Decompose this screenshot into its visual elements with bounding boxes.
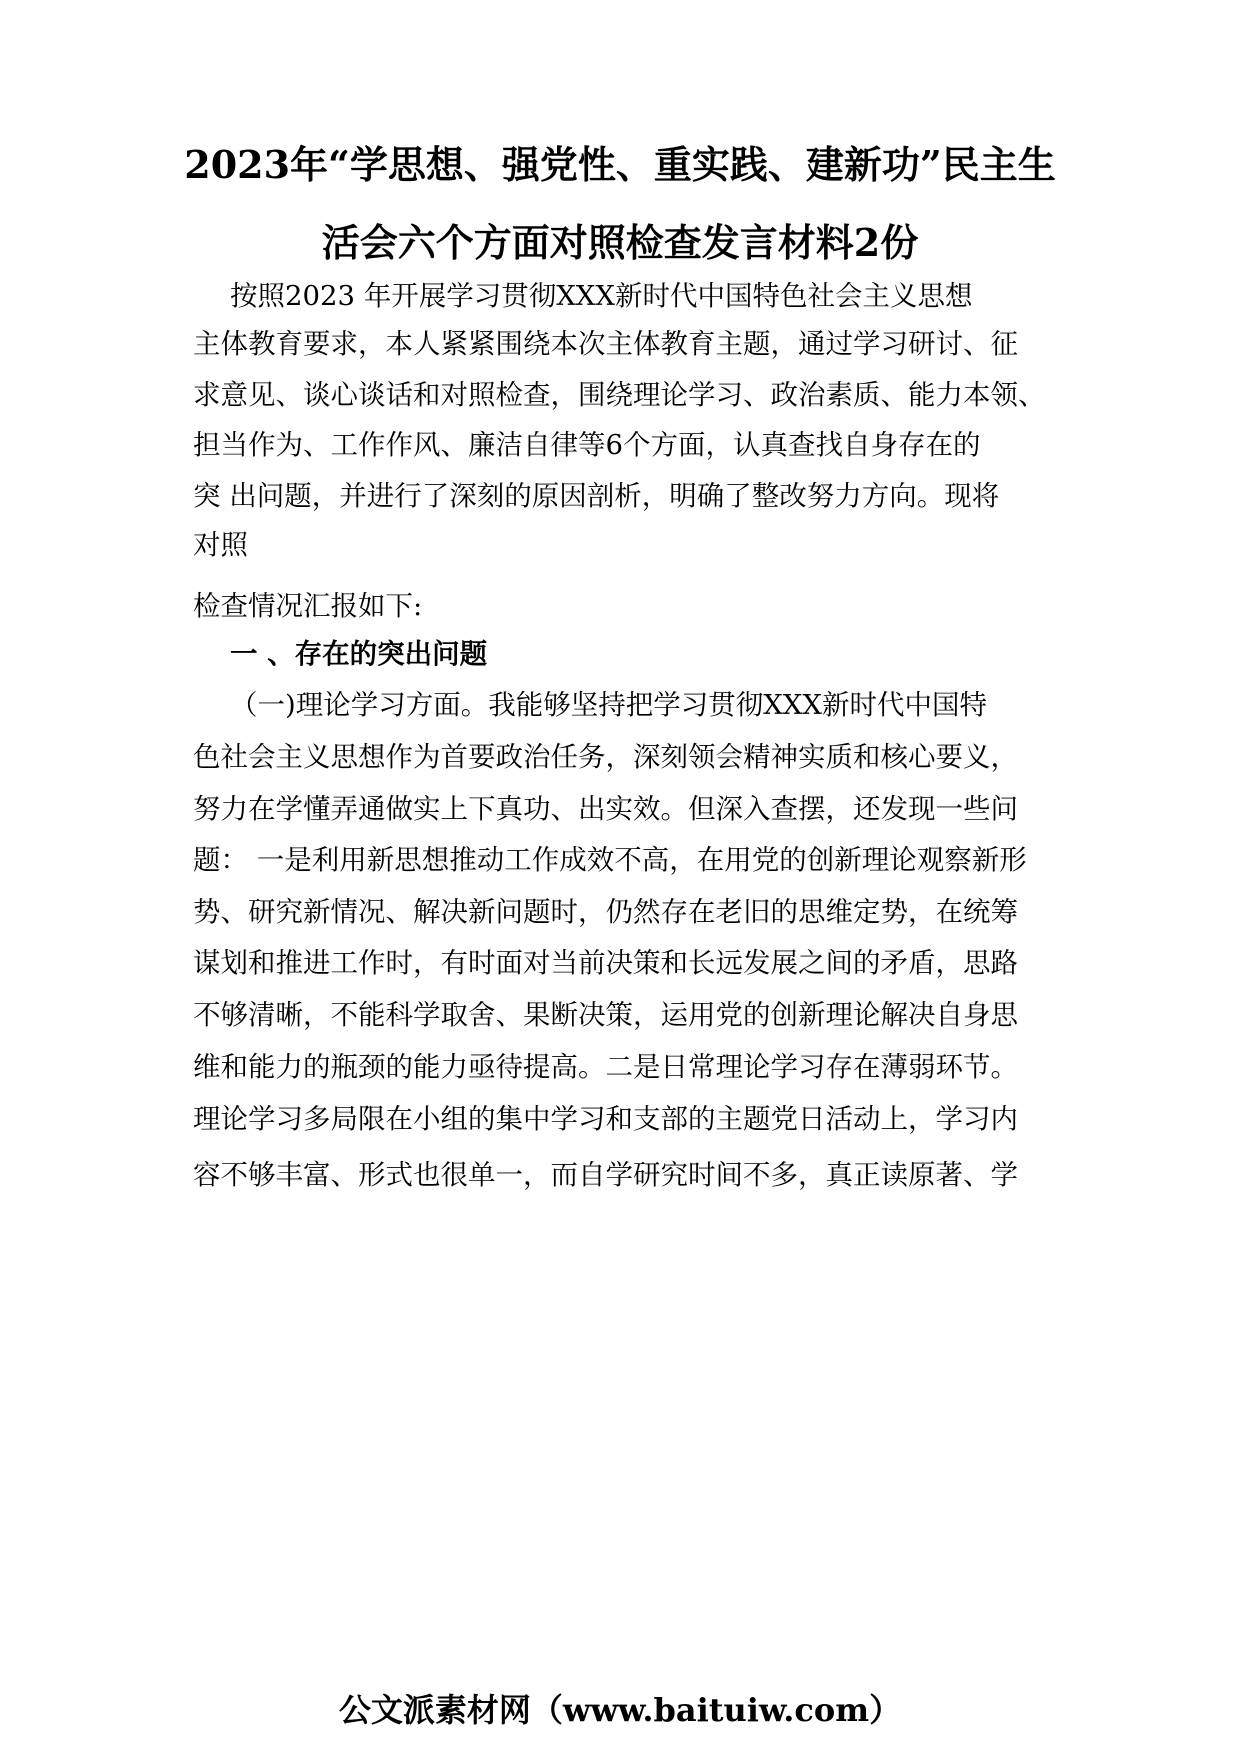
footer-watermark: 公文派素材网（www.baituiw.com） — [338, 1691, 902, 1729]
body-line: 容不够丰富、形式也很单一，而自学研究时间不多，真正读原著、学 — [193, 1159, 1018, 1191]
body-line: 理论学习多局限在小组的集中学习和支部的主题党日活动上，学习内 — [193, 1103, 1018, 1135]
body-line: 势、研究新情况、解决新问题时，仍然存在老旧的思维定势，在统筹 — [193, 896, 1018, 928]
intro-line: 按照2023 年开展学习贯彻XXX新时代中国特色社会主义思想 — [230, 280, 973, 312]
body-line: 色社会主义思想作为首要政治任务，深刻领会精神实质和核心要义， — [193, 741, 1018, 773]
body-line: 谋划和推进工作时，有时面对当前决策和长远发展之间的矛盾，思路 — [193, 947, 1018, 979]
body-line: 不够清晰，不能科学取舍、果断决策，运用党的创新理论解决自身思 — [193, 999, 1018, 1031]
body-line: 努力在学懂弄通做实上下真功、出实效。但深入查摆，还发现一些问 — [193, 793, 1018, 825]
intro-line: 主体教育要求，本人紧紧围绕本次主体教育主题，通过学习研讨、征 — [193, 328, 1018, 360]
section-heading: 一 、存在的突出问题 — [230, 638, 488, 670]
body-line: 题： 一是利用新思想推动工作成效不高，在用党的创新理论观察新形 — [193, 844, 1027, 876]
document-title-line-1: 2023年“学思想、强党性、重实践、建新功”民主生 — [184, 142, 1056, 187]
intro-line: 担当作为、工作作风、廉洁自律等6个方面，认真查找自身存在的 — [193, 429, 981, 461]
document-title-line-2: 活会六个方面对照检查发言材料2份 — [321, 220, 919, 265]
intro-line: 对照 — [193, 529, 248, 561]
intro-line: 求意见、谈心谈话和对照检查，围绕理论学习、政治素质、能力本领、 — [193, 379, 1046, 411]
intro-line: 突 出问题，并进行了深刻的原因剖析，明确了整改努力方向。现将 — [193, 480, 1000, 512]
body-line: （一)理论学习方面。我能够坚持把学习贯彻XXX新时代中国特 — [230, 689, 987, 721]
body-line: 维和能力的瓶颈的能力亟待提高。二是日常理论学习存在薄弱环节。 — [193, 1051, 1018, 1083]
intro-line: 检查情况汇报如下: — [193, 590, 423, 622]
